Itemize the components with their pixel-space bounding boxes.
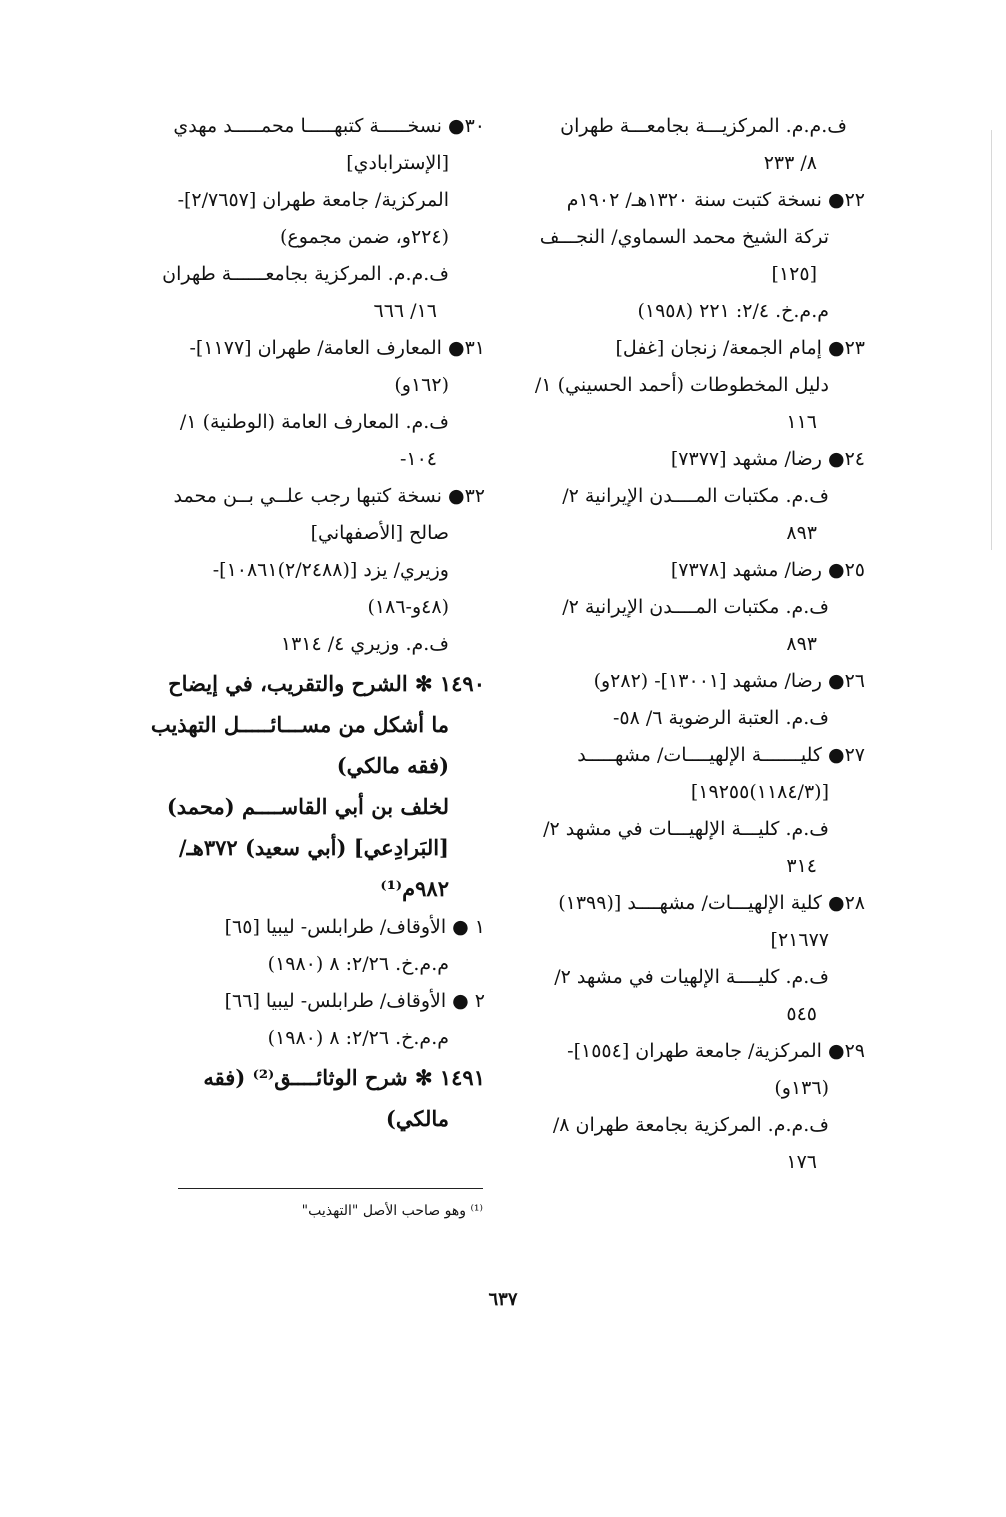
entry-line: ٢٧● كليـــــــة الإلهيــــات/ مشهـــــد — [577, 744, 865, 766]
entry-line: ف.م. كليـــة الإلهيـــات في مشهد ٢/ — [543, 818, 829, 840]
entry-line: ٢٤● رضا/ مشهد [٧٣٧٧] — [670, 448, 865, 470]
entry-line: [الإسترابادي] — [346, 152, 449, 174]
left-column — [140, 108, 485, 1139]
entry-line: (١٦٢و) — [394, 374, 449, 396]
entry-line: دليل المخطوطات (أحمد الحسيني) ١/ — [534, 374, 829, 396]
entry-line: ٨٩٣ — [786, 633, 817, 655]
entry-line: ٢ ● الأوقاف/ طرابلس- ليبيا [٦٦] — [224, 990, 485, 1012]
entry-line: ١٧٦ — [786, 1151, 817, 1173]
entry-line: ٣١● المعارف العامة/ طهران [١١٧٧]- — [189, 337, 485, 359]
entry-line: ف.م.م. المركزية بجامعــــــة طهران — [162, 263, 449, 285]
entry-line: ما أشكل من مســـائـــــل التهذيب — [150, 712, 449, 737]
entry-line: تركة الشيخ محمد السماوي/ النجـــف — [539, 226, 829, 248]
entry-line: ف.م. مكتبات المــــدن الإيرانية ٢/ — [562, 485, 829, 507]
entry-line: ٣١٤ — [786, 855, 817, 877]
entry-line: م.م.خ. ٢/٢٦: ٨ (١٩٨٠) — [267, 1027, 449, 1049]
entry-line: ١٠٤- — [399, 448, 437, 470]
entry-line: (١٣٦و) — [774, 1077, 829, 1099]
entry-line: ١٤٩٠ ✻ الشرح والتقريب، في إيضاح — [168, 671, 485, 696]
entry-line: ف.م. المعارف العامة (الوطنية) ١/ — [179, 411, 449, 433]
entry-line: المركزية/ جامعة طهران [٢/٧٦٥٧]- — [177, 189, 449, 211]
entry-line: ف.م. كليــــة الإلهيات في مشهد ٢/ — [554, 966, 829, 988]
entry-line: ١ ● الأوقاف/ طرابلس- ليبيا [٦٥] — [224, 916, 485, 938]
entry-line: م.م.خ. ٢/٤: ٢٢١ (١٩٥٨) — [637, 300, 829, 322]
entry-line: ف.م.م. المركزية بجامعة طهران ٨/ — [552, 1114, 829, 1136]
entry-line: ف.م. مكتبات المــــدن الإيرانية ٢/ — [562, 596, 829, 618]
entry-line: ف.م. العتبة الرضوية ٦/ ٥٨- — [612, 707, 829, 729]
entry-line: ٢٣● إمام الجمعة/ زنجان [غفل] — [615, 337, 865, 359]
entry-line: [(١١٨٤/٣)١٩٢٥٥] — [690, 781, 829, 803]
entry-line: ٢٢● نسخة كتبت سنة ١٣٢٠هـ/ ١٩٠٢م — [566, 189, 865, 211]
entry-line: (٢٢٤و، ضمن مجموع) — [279, 226, 449, 248]
page-number: ٦٣٧ — [488, 1289, 518, 1310]
entry-line: ف.م. وزيري ٤/ ١٣١٤ — [280, 633, 449, 655]
entry-line: (٤٨و-١٨٦) — [367, 596, 449, 618]
entry-line: ٢٩● المركزية/ جامعة طهران [١٥٥٤]- — [567, 1040, 865, 1062]
right-column — [525, 108, 865, 1181]
footnote: ⁽¹⁾ وهو صاحب الأصل "التهذيب" — [301, 1203, 483, 1219]
entry-line: لخلف بن أبي القاســــم (محمد) — [166, 794, 449, 819]
entry-line: [البَرادِعي] (أبي سعيد) ٣٧٢هـ/ — [178, 835, 449, 860]
entry-line: ١٦/ ٦٦٦ — [373, 300, 437, 322]
entry-line: صالح [الأصفهاني] — [310, 522, 449, 544]
entry-line: ٨/ ٢٣٣ — [763, 152, 817, 174]
entry-line: ١١٦ — [786, 411, 817, 433]
entry-line: ٢٥● رضا/ مشهد [٧٣٧٨] — [670, 559, 865, 581]
entry-line: مالكي) — [385, 1106, 449, 1131]
entry-line: ٢٦● رضا/ مشهد [١٣٠٠١]- (٢٨٢و) — [593, 670, 865, 692]
entry-line: (فقه مالكي) — [336, 753, 449, 778]
entry-line: ٣٠● نسخـــــة كتبهـــــا محمـــــد مهدي — [173, 115, 485, 137]
entry-line: ٢٨● كلية الإلهيـــات/ مشهــــد [(١٣٩٩) — [558, 892, 865, 914]
entry-line: ٥٤٥ — [786, 1003, 817, 1025]
entry-line: م.م.خ. ٢/٢٦: ٨ (١٩٨٠) — [267, 953, 449, 975]
entry-line: [١٢٥] — [771, 263, 817, 285]
entry-line: ف.م.م. المركزيـــة بجامعـــة طهران — [560, 115, 847, 137]
footnote-separator — [178, 1188, 483, 1189]
entry-line: ٣٢● نسخة كتبها رجب علــي بــن محمد — [173, 485, 485, 507]
entry-line: ٨٩٣ — [786, 522, 817, 544]
entry-line: وزيري/ يزد [(٢/٢٤٨٨)١٠٨٦١]- — [212, 559, 449, 581]
entry-line: ٩٨٢م⁽¹⁾ — [380, 876, 449, 901]
entry-line: ١٤٩١ ✻ شرح الوثائــــق⁽²⁾ (فقه — [203, 1065, 485, 1090]
scan-edge-line — [991, 130, 992, 550]
entry-line: ٢١٦٧٧] — [770, 929, 829, 951]
